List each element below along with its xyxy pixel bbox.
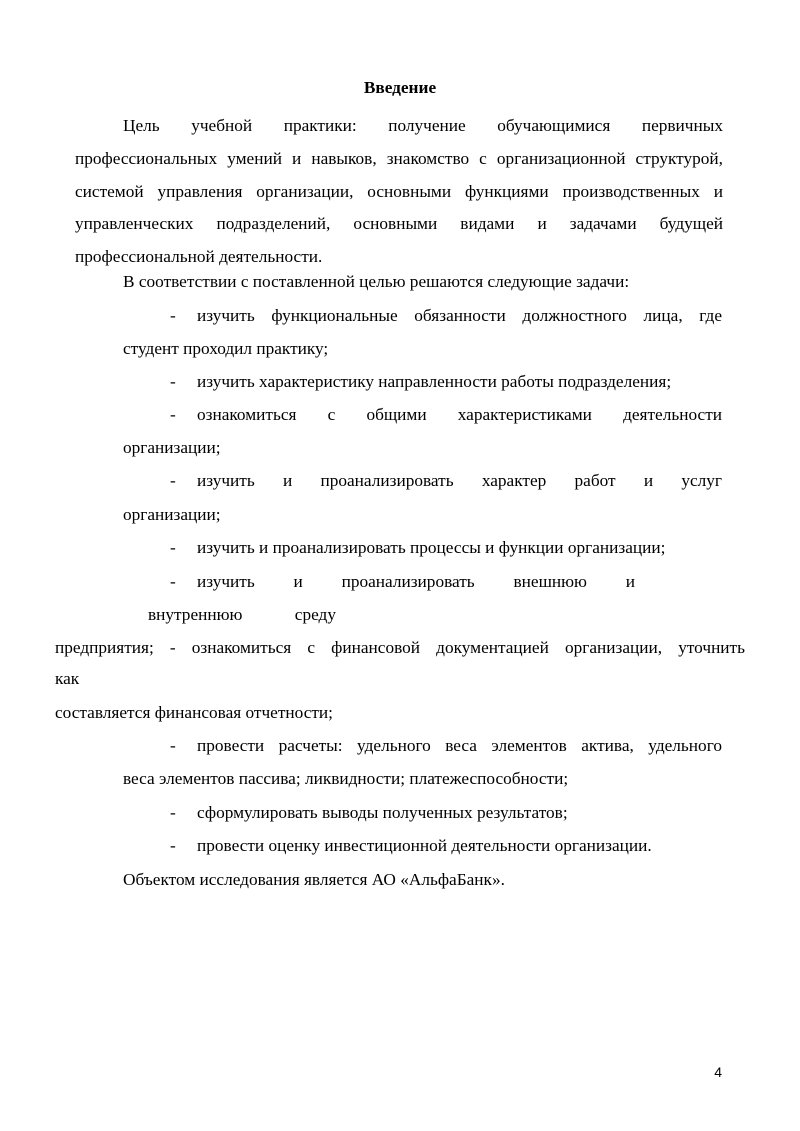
- list-bullet: -: [170, 836, 176, 855]
- task-4-line-2: организации;: [123, 505, 221, 524]
- task-4-line-1: изучить и проанализировать характер работ и услуг: [197, 471, 722, 490]
- list-bullet: -: [170, 736, 176, 755]
- task-9: сформулировать выводы полученных результатов;: [197, 803, 568, 822]
- list-bullet: -: [170, 405, 176, 424]
- task-5: изучить и проанализировать процессы и функции организации;: [197, 538, 666, 557]
- section-title: Введение: [363, 78, 437, 97]
- task-6-line-2: внутреннюю среду: [148, 605, 336, 624]
- task-2: изучить характеристику направленности работы подразделения;: [197, 372, 672, 391]
- list-bullet: -: [170, 572, 176, 591]
- task-7-line-3: составляется финансовая отчетности;: [55, 703, 333, 722]
- object-sentence: Объектом исследования является АО «АльфаБанк».: [123, 870, 505, 889]
- task-7-line-1: предприятия; - ознакомиться с финансовой документацией организации, уточнить: [55, 638, 745, 657]
- task-1-line-1: изучить функциональные обязанности должностного лица, где: [197, 306, 722, 325]
- task-7-line-2: как: [55, 669, 80, 688]
- task-3-line-2: организации;: [123, 438, 221, 457]
- list-bullet: -: [170, 803, 176, 822]
- task-8-line-1: провести расчеты: удельного веса элементов актива, удельного: [197, 736, 722, 755]
- intro-paragraph: Цель учебной практики: получение обучающимися первичных профессиональных умений и навыков, знакомство с организационной структурой, системой управления организации, основными функциями производственных и управленческих подразделений, основными видами и задачами будущей профессиональной деятельности.: [75, 116, 723, 267]
- task-10: провести оценку инвестиционной деятельности организации.: [197, 836, 652, 855]
- task-6-line-1: изучить и проанализировать внешнюю и: [197, 572, 635, 591]
- task-8-line-2: веса элементов пассива; ликвидности; платежеспособности;: [123, 769, 569, 788]
- list-bullet: -: [170, 471, 176, 490]
- tasks-intro: В соответствии с поставленной целью решаются следующие задачи:: [123, 272, 630, 291]
- list-bullet: -: [170, 538, 176, 557]
- task-3-line-1: ознакомиться с общими характеристиками деятельности: [197, 405, 722, 424]
- page-number: 4: [714, 1064, 722, 1080]
- task-1-line-2: студент проходил практику;: [123, 339, 329, 358]
- list-bullet: -: [170, 306, 176, 325]
- list-bullet: -: [170, 372, 176, 391]
